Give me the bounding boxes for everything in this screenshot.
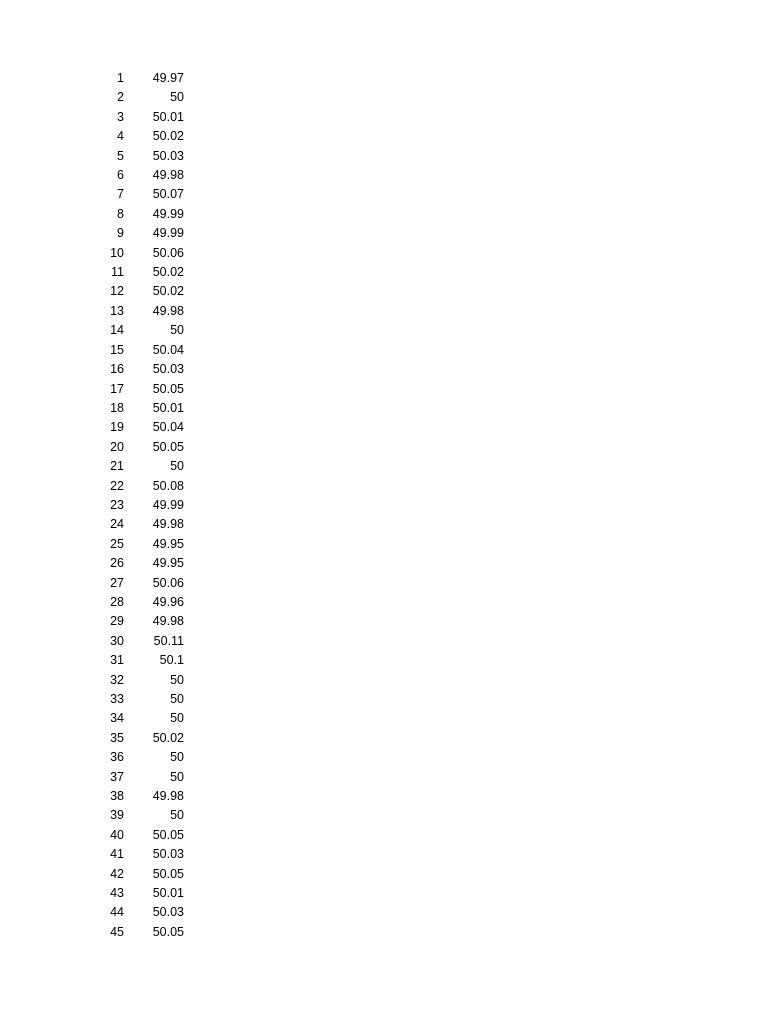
row-index-cell: 38: [110, 789, 124, 804]
table-row: [100, 690, 184, 709]
table-row: [100, 884, 184, 903]
table-row: [100, 438, 184, 457]
value-cell: 50.02: [152, 265, 184, 280]
table-row: [100, 380, 184, 399]
table-row: [100, 748, 184, 767]
value-cell: 50.08: [152, 478, 184, 493]
table-row: [100, 515, 184, 534]
row-index-cell: 44: [110, 905, 124, 920]
value-cell: 50.05: [152, 439, 184, 454]
table-row: [100, 787, 184, 806]
row-index-cell: 31: [110, 653, 124, 668]
row-index-cell: 37: [110, 769, 124, 784]
table-row: [100, 477, 184, 496]
value-cell: 49.98: [152, 303, 184, 318]
row-index-cell: 11: [111, 265, 124, 280]
table-row: [100, 166, 184, 185]
value-cell: 50.03: [152, 148, 184, 163]
row-index-cell: 43: [110, 886, 124, 901]
table-row: [100, 651, 184, 670]
row-index-cell: 29: [110, 614, 124, 629]
value-cell: 50: [170, 459, 184, 474]
table-row: [100, 845, 184, 864]
table-row: [100, 612, 184, 631]
value-cell: 50.11: [153, 633, 184, 648]
row-index-cell: 16: [110, 362, 124, 377]
table-row: [100, 554, 184, 573]
table-body: [100, 69, 184, 942]
table-row: [100, 729, 184, 748]
table-row: [100, 574, 184, 593]
value-cell: 50: [170, 90, 184, 105]
table-row: [100, 671, 184, 690]
value-cell: 50.05: [152, 381, 184, 396]
value-cell: 50.06: [152, 575, 184, 590]
table-row: [100, 321, 184, 340]
table-row: [100, 535, 184, 554]
row-index-cell: 6: [117, 168, 124, 183]
value-cell: 50.05: [152, 866, 184, 881]
value-cell: 50: [170, 323, 184, 338]
value-cell: 49.98: [152, 614, 184, 629]
table-row: [100, 806, 184, 825]
table-row: [100, 224, 184, 243]
row-index-cell: 30: [110, 633, 124, 648]
value-cell: 50.07: [152, 187, 184, 202]
value-cell: 50.01: [152, 400, 184, 415]
row-index-cell: 36: [110, 750, 124, 765]
table-row: [100, 496, 184, 515]
row-index-cell: 12: [110, 284, 124, 299]
row-index-cell: 17: [110, 381, 124, 396]
row-index-cell: 7: [117, 187, 124, 202]
value-cell: 49.98: [152, 789, 184, 804]
table-row: [100, 826, 184, 845]
row-index-cell: 26: [110, 556, 124, 571]
value-cell: 50.03: [152, 847, 184, 862]
value-cell: 50: [170, 672, 184, 687]
row-index-cell: 34: [110, 711, 124, 726]
row-index-cell: 9: [117, 226, 124, 241]
row-index-cell: 19: [110, 420, 124, 435]
value-cell: 49.98: [152, 168, 184, 183]
row-index-cell: 20: [110, 439, 124, 454]
row-index-cell: 8: [117, 206, 124, 221]
row-index-cell: 42: [110, 866, 124, 881]
table-row: [100, 709, 184, 728]
value-cell: 50.05: [152, 827, 184, 842]
table-row: [100, 768, 184, 787]
table-row: [100, 127, 184, 146]
value-cell: 50.03: [152, 362, 184, 377]
value-cell: 49.97: [152, 71, 184, 85]
row-index-cell: 13: [110, 303, 124, 318]
table-row: [100, 205, 184, 224]
table-row: [100, 360, 184, 379]
row-index-cell: 15: [110, 342, 124, 357]
spreadsheet-page: [0, 69, 768, 942]
value-cell: 50: [170, 692, 184, 706]
value-cell: 50.05: [152, 924, 184, 939]
value-cell: 50.03: [152, 905, 184, 920]
value-cell: 50: [170, 769, 184, 784]
table-row: [100, 903, 184, 922]
row-index-cell: 4: [117, 129, 124, 144]
table-row: [100, 923, 184, 942]
value-cell: 50.06: [152, 245, 184, 260]
table-row: [100, 108, 184, 127]
row-index-cell: 28: [110, 594, 124, 609]
value-cell: 49.96: [152, 594, 184, 609]
data-table: [100, 69, 184, 942]
row-index-cell: 2: [117, 90, 124, 105]
value-cell: 50: [170, 808, 184, 823]
value-cell: 49.99: [152, 206, 184, 221]
table-row: [100, 263, 184, 282]
table-row: [100, 418, 184, 437]
row-index-cell: 25: [110, 536, 124, 551]
row-index-cell: 14: [110, 323, 124, 338]
row-index-cell: 33: [110, 692, 124, 706]
row-index-cell: 3: [117, 109, 124, 124]
value-cell: 50.1: [159, 653, 184, 668]
table-row: [100, 457, 184, 476]
row-index-cell: 24: [110, 517, 124, 532]
value-cell: 50.01: [152, 109, 184, 124]
table-row: [100, 282, 184, 301]
row-index-cell: 40: [110, 827, 124, 842]
value-cell: 49.99: [152, 497, 184, 512]
row-index-cell: 1: [117, 71, 124, 85]
row-index-cell: 32: [110, 672, 124, 687]
value-cell: 50.02: [152, 129, 184, 144]
table-row: [100, 88, 184, 107]
value-cell: 49.95: [152, 536, 184, 551]
row-index-cell: 35: [110, 730, 124, 745]
row-index-cell: 39: [110, 808, 124, 823]
row-index-cell: 10: [110, 245, 124, 260]
table-row: [100, 593, 184, 612]
table-row: [100, 341, 184, 360]
value-cell: 49.98: [152, 517, 184, 532]
row-index-cell: 27: [110, 575, 124, 590]
row-index-cell: 23: [110, 497, 124, 512]
table-row: [100, 244, 184, 263]
row-index-cell: 45: [110, 924, 124, 939]
value-cell: 50.04: [152, 342, 184, 357]
table-row: [100, 632, 184, 651]
row-index-cell: 5: [117, 148, 124, 163]
value-cell: 49.95: [152, 556, 184, 571]
table-row: [100, 865, 184, 884]
row-index-cell: 21: [110, 459, 124, 474]
row-index-cell: 22: [110, 478, 124, 493]
value-cell: 50: [170, 711, 184, 726]
table-row: [100, 302, 184, 321]
value-cell: 50.01: [152, 886, 184, 901]
table-row: [100, 147, 184, 166]
row-index-cell: 18: [110, 400, 124, 415]
value-cell: 50.02: [152, 730, 184, 745]
value-cell: 50.04: [152, 420, 184, 435]
value-cell: 50: [170, 750, 184, 765]
table-row: [100, 185, 184, 204]
table-row: [100, 399, 184, 418]
value-cell: 49.99: [152, 226, 184, 241]
row-index-cell: 41: [110, 847, 124, 862]
value-cell: 50.02: [152, 284, 184, 299]
table-row: [100, 69, 184, 88]
